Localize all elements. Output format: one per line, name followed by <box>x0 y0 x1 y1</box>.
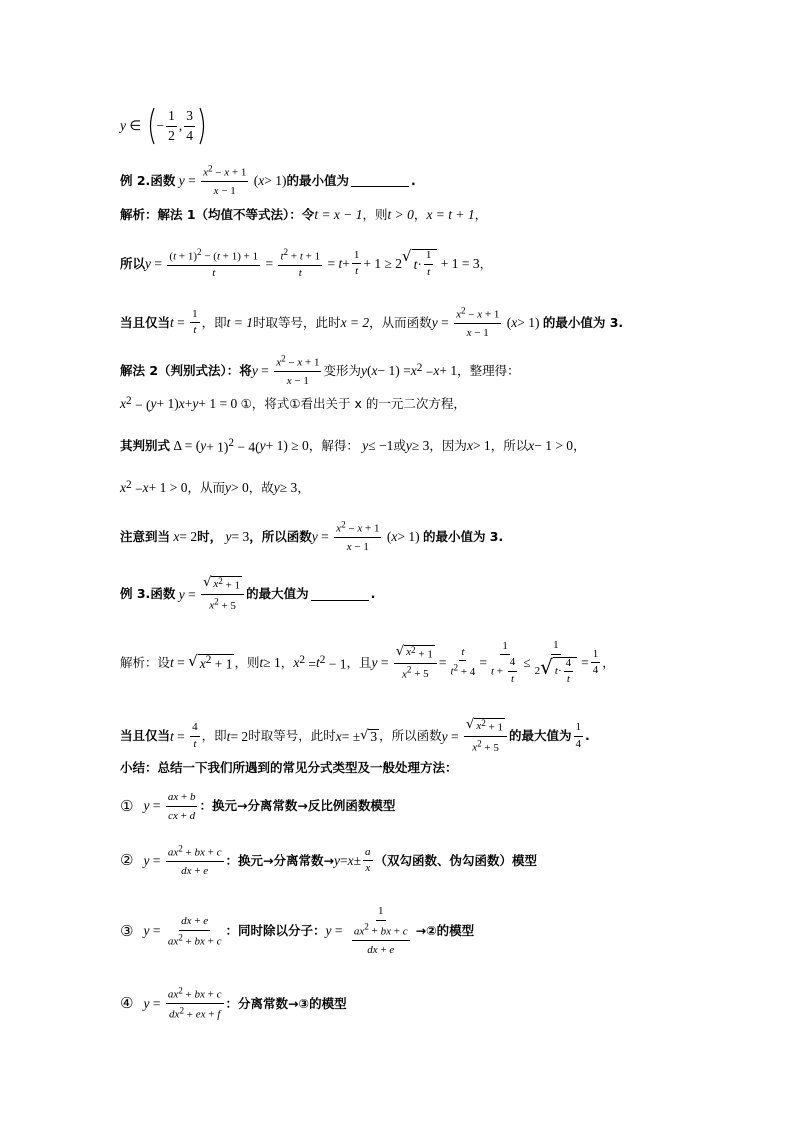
example-2: 例 2. 函数 y = $\frac{x^2 - x + 1}{x - 1}$ ( x > 1) 的最小值为 . <box>120 163 416 198</box>
summary-item-3: ③ y = $\frac{dx + e}{ax^2 + bx + c}$ ：同时除以分子： y = $\frac{1}{\frac{ax^2 + bx + c}{dx + e}}$ →②的模型 <box>120 905 475 956</box>
summary-title: 小结：总结一下我们所遇到的常见分式类型及一般处理方法： <box>120 760 458 775</box>
example-3: 例 3. 函数 y = √ x $^2$ + 1 $x^2 + 5$ 的最大值为 . <box>120 575 376 612</box>
solution-1-conclusion: 当且仅当 t = $\frac{1}{t}$ ，即 t = 1 时取等号，此时 x = 2 ，从而函数 y = $\frac{x^2 - x + 1}{x - 1}$ ( x > 1) 的最小值为 3. <box>120 305 624 340</box>
solution-2-discriminant: 其判别式 Δ = ( y + 1)$^2$ − 4( y + 1) ≥ 0 ，解得： y ≤ −1 或 y ≥ 3 ，因为 x > 1 ，所以 x − 1 > 0 ， <box>120 437 586 455</box>
example-3-solution: 解析：设 t = √ x $^2$ + 1 ，则 t ≥ 1 ， x $^2$ = t $^2$ − 1 ，且 y = √ x $^2$ + 1 $x^2 + 5$ = $\frac{t}{t^2 + 4}$ = 1 t + $\frac{4}{t}$ ≤ 1 2 √ t · $\frac{4}{t}$ = $\frac{1}{4}$ ， <box>120 639 615 686</box>
range-result: y ∈ − $\frac{1}{2}$ , $\frac{3}{4}$ <box>120 106 209 146</box>
answer-blank[interactable] <box>351 174 409 187</box>
left-paren <box>145 106 157 146</box>
solution-2-intro: 解法 2（判别式法）：将 y = $\frac{x^2 - x + 1}{x - 1}$ 变形为 y ( x − 1) = x $^2$ − x + 1 ，整理得： <box>120 353 520 388</box>
right-paren <box>197 106 209 146</box>
solution-2-sign: x $^2$ − x + 1 > 0 ，从而 y > 0 ，故 y ≥ 3 ， <box>120 479 310 497</box>
solution-2-conclusion: 注意到当 x = 2 时， y = 3 ，所以函数 y = $\frac{x^2 - x + 1}{x - 1}$ ( x > 1) 的最小值为 3. <box>120 519 504 554</box>
summary-item-4: ④ y = $\frac{ax^2 + bx + c}{dx^2 + ex + f}$ ：分离常数→③的模型 <box>120 985 347 1021</box>
solution-1-intro: 解析：解法 1（均值不等式法）：令 t = x − 1 ，则 t > 0 ， x = t + 1 ， <box>120 206 488 222</box>
solution-1-derivation: 所以 y = $\frac{(t + 1)^2 - (t + 1) + 1}{t}$ = $\frac{t^2 + t + 1}{t}$ = t + $\frac{1}{t}$ + 1 ≥ 2 √ t · $\frac{1}{t}$ + 1 = 3 ， <box>120 247 493 280</box>
solution-2-equation: x $^2$ − ( y + 1) x + y + 1 = 0 ①，将式①看出关于 x 的一元二次方程， <box>120 395 466 413</box>
example-3-conclusion: 当且仅当 t = $\frac{4}{t}$ ，即 t = 2 时取等号，此时 x = ± √ 3 ，所以函数 y = √ x $^2$ + 1 $x^2 + 5$ 的最大值为 $\frac{1}{4}$ . <box>120 717 590 754</box>
summary-item-2: ② y = $\frac{ax^2 + bx + c}{dx + e}$ ：换元→分离常数→ y = x ± $\frac{a}{x}$ （双勾函数、伪勾函数）模型 <box>120 843 538 878</box>
summary-item-1: ① y = $\frac{ax + b}{cx + d}$ ：换元→分离常数→反比例函数模型 <box>120 791 396 822</box>
answer-blank-2[interactable] <box>311 588 369 601</box>
